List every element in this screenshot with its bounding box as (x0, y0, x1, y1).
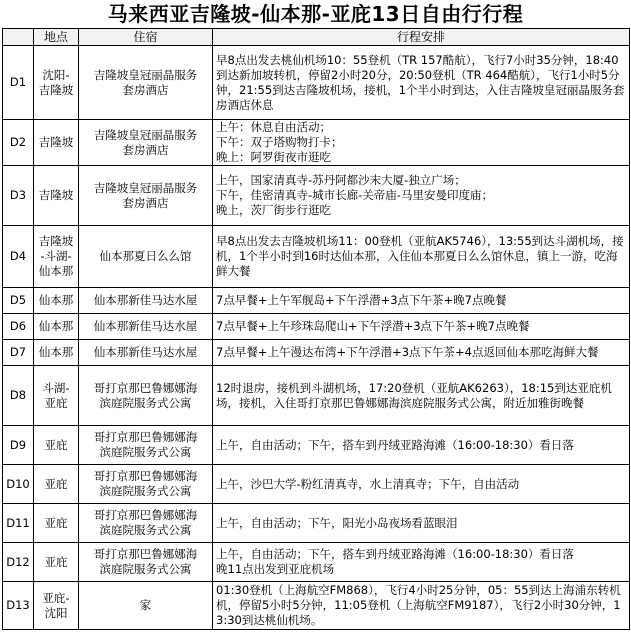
plan-cell (213, 426, 630, 465)
hotel-cell-line: 吉隆坡皇冠丽晶服务 (93, 127, 198, 142)
hotel-cell-line: 滨庭院服务式公寓 (99, 395, 192, 410)
hotel-cell-line: 仙本那新佳马达水屋 (93, 345, 198, 359)
plan-cell-line: 12时退房，接机到斗湖机场，17:20登机（亚航AK6263），18:15到达亚庇机场，接机，入住哥打京那巴鲁娜娜海滨庭院服务式公寓，附近加雅街晚餐 (216, 380, 612, 410)
table-row (3, 226, 630, 288)
place-cell (34, 426, 79, 465)
plan-cell (213, 314, 630, 340)
header-day (3, 29, 34, 46)
header-plan: 行程安排 (213, 29, 630, 46)
place-cell-line: 亚庇 (44, 437, 68, 452)
hotel-cell (79, 120, 213, 166)
day-cell: D4 (3, 226, 34, 288)
hotel-cell (79, 288, 213, 314)
itinerary-body (3, 46, 630, 630)
place-cell-line: 吉隆坡 (38, 82, 74, 97)
plan-cell-line: 上午，自由活动；下午，阳光小岛夜场看蓝眼泪 (216, 515, 458, 530)
hotel-cell-line: 滨庭院服务式公寓 (99, 523, 192, 537)
hotel-cell-line: 套房酒店 (122, 195, 169, 210)
hotel-cell-line: 哥打京那巴鲁娜娜海 (93, 547, 198, 561)
place-cell-line: 吉隆坡 (38, 135, 74, 149)
table-row (3, 582, 630, 630)
place-cell (34, 366, 79, 426)
table-row (3, 504, 630, 543)
place-cell (34, 582, 79, 630)
day-cell: D1 (3, 46, 34, 120)
table-row (3, 46, 630, 120)
day-cell: D2 (3, 120, 34, 166)
plan-cell (213, 226, 630, 288)
hotel-cell-line: 仙本那新佳马达水屋 (93, 319, 198, 333)
table-row (3, 366, 630, 426)
plan-cell-line: 01:30登机（上海航空FM868），飞行4小时25分钟，05：55到达上海浦东转机机，停留5小时5分钟，11:05登机（上海航空FM9187），飞行2小时30分钟，13:30到达桃仙机场。 (216, 583, 621, 627)
hotel-cell (79, 426, 213, 465)
place-cell (34, 288, 79, 314)
plan-cell-line: 7点早餐+上午珍珠岛爬山+下午浮潜+3点下午茶+晚7点晚餐 (216, 319, 530, 333)
place-cell (34, 226, 79, 288)
place-cell (34, 120, 79, 166)
hotel-cell-line: 套房酒店 (122, 82, 169, 97)
place-cell-line: 斗湖- (42, 380, 70, 395)
hotel-cell-line: 家 (139, 598, 152, 612)
table-row (3, 340, 630, 366)
plan-cell (213, 504, 630, 543)
itinerary-table (2, 28, 630, 630)
plan-cell (213, 120, 630, 166)
day-cell: D9 (3, 426, 34, 465)
table-row (3, 465, 630, 504)
place-cell-line: 亚庇 (44, 515, 68, 530)
place-cell-line: 沈阳 (44, 605, 68, 620)
hotel-cell (79, 46, 213, 120)
day-cell: D5 (3, 288, 34, 314)
plan-cell (213, 582, 630, 630)
hotel-cell-line: 哥打京那巴鲁娜娜海 (93, 380, 198, 395)
plan-cell-line: 下午：双子塔购物打卡； (216, 135, 343, 149)
plan-cell (213, 465, 630, 504)
hotel-cell-line: 吉隆坡皇冠丽晶服务 (93, 180, 198, 195)
day-cell: D8 (3, 366, 34, 426)
header-hotel: 住宿 (79, 29, 213, 46)
plan-cell-line: 上午：休息自由活动； (216, 120, 331, 134)
table-row (3, 314, 630, 340)
header-place: 地点 (34, 29, 79, 46)
place-cell (34, 465, 79, 504)
plan-cell-line: 晚11点出发到亚庇机场 (216, 562, 335, 576)
place-cell (34, 166, 79, 226)
hotel-cell-line: 滨庭院服务式公寓 (99, 484, 192, 498)
day-cell: D7 (3, 340, 34, 366)
day-cell: D13 (3, 582, 34, 630)
hotel-cell-line: 哥打京那巴鲁娜娜海 (93, 469, 198, 483)
hotel-cell-line: 套房酒店 (122, 142, 169, 157)
hotel-cell (79, 543, 213, 582)
plan-cell (213, 288, 630, 314)
place-cell-line: 仙本那 (38, 264, 74, 278)
place-cell (34, 543, 79, 582)
plan-cell-line: 下午，佳密清真寺-城市长廊-关帝庙-马里安曼印度庙； (216, 188, 493, 202)
place-cell-line: 亚庇 (44, 554, 68, 569)
hotel-cell (79, 504, 213, 543)
hotel-cell-line: 仙本那夏日么么馆 (99, 249, 192, 263)
plan-cell-line: 上午，自由活动；下午，搭车到丹绒亚路海滩（16:00-18:30）看日落 (216, 437, 574, 452)
place-cell (34, 314, 79, 340)
day-cell: D11 (3, 504, 34, 543)
hotel-cell (79, 582, 213, 630)
place-cell (34, 504, 79, 543)
hotel-cell-line: 滨庭院服务式公寓 (99, 562, 192, 576)
place-cell (34, 340, 79, 366)
plan-cell-line: 晚上，茨厂街步行逛吃 (216, 203, 331, 217)
place-cell (34, 46, 79, 120)
hotel-cell (79, 465, 213, 504)
plan-cell (213, 340, 630, 366)
place-cell-line: 仙本那 (38, 293, 74, 307)
plan-cell (213, 46, 630, 120)
plan-cell (213, 366, 630, 426)
plan-cell (213, 543, 630, 582)
day-cell: D10 (3, 465, 34, 504)
plan-cell-line: 早8点出发去吉隆坡机场11：00登机（亚航AK5746），13:55到达斗湖机场，接机，1个半小时到16时达仙本那，入住仙本那夏日么么馆休息，镇上一游，吃海鲜大餐 (216, 234, 624, 278)
day-cell: D12 (3, 543, 34, 582)
hotel-cell-line: 仙本那新佳马达水屋 (93, 293, 198, 307)
hotel-cell (79, 314, 213, 340)
place-cell-line: 吉隆坡 (38, 188, 74, 202)
place-cell-line: 仙本那 (38, 345, 74, 359)
hotel-cell (79, 366, 213, 426)
plan-cell (213, 166, 630, 226)
table-row (3, 120, 630, 166)
hotel-cell-line: 吉隆坡皇冠丽晶服务 (93, 67, 198, 82)
place-cell-line: 亚庇- (42, 590, 70, 605)
plan-cell-line: 上午，自由活动；下午，搭车到丹绒亚路海滩（16:00-18:30）看日落 (216, 547, 574, 561)
plan-cell-line: 上午，沙巴大学-粉红清真寺，水上清真寺；下午，自由活动 (216, 476, 520, 491)
hotel-cell (79, 226, 213, 288)
table-row (3, 543, 630, 582)
place-cell-line: 仙本那 (38, 319, 74, 333)
place-cell-line: 亚庇 (44, 476, 68, 491)
place-cell-line: -斗湖- (40, 249, 72, 263)
table-row (3, 426, 630, 465)
place-cell-line: 沈阳- (42, 67, 70, 82)
hotel-cell-line: 哥打京那巴鲁娜娜海 (93, 508, 198, 522)
plan-cell-line: 上午，国家清真寺-苏丹阿都沙末大厦-独立广场； (216, 173, 466, 187)
day-cell: D6 (3, 314, 34, 340)
table-row (3, 166, 630, 226)
plan-cell-line: 7点早餐+上午漫达布湾+下午浮潜+3点下午茶+4点返回仙本那吃海鲜大餐 (216, 345, 599, 359)
hotel-cell (79, 166, 213, 226)
hotel-cell-line: 滨庭院服务式公寓 (99, 445, 192, 459)
plan-cell-line: 晚上：阿罗街夜市逛吃 (216, 150, 331, 164)
plan-cell-line: 7点早餐+上午军舰岛+下午浮潜+3点下午茶+晚7点晚餐 (216, 293, 507, 307)
page-title: 马来西亚吉隆坡-仙本那-亚庇13日自由行行程 (107, 2, 524, 26)
table-row (3, 288, 630, 314)
day-cell: D3 (3, 166, 34, 226)
hotel-cell (79, 340, 213, 366)
plan-cell-line: 早8点出发去桃仙机场10：55登机（TR 157酷航），飞行7小时35分钟，18:40到达新加坡转机，停留2小时20分，20:50登机（TR 464酷航），飞行1小时5分钟，21:55到达吉隆坡机场，接机，1个半小时到达，入住吉隆坡皇冠丽晶服务套房酒店休息 (216, 52, 625, 112)
place-cell-line: 亚庇 (44, 395, 68, 410)
table-header-row (3, 29, 630, 46)
place-cell-line: 吉隆坡 (38, 234, 74, 248)
hotel-cell-line: 哥打京那巴鲁娜娜海 (93, 430, 198, 444)
